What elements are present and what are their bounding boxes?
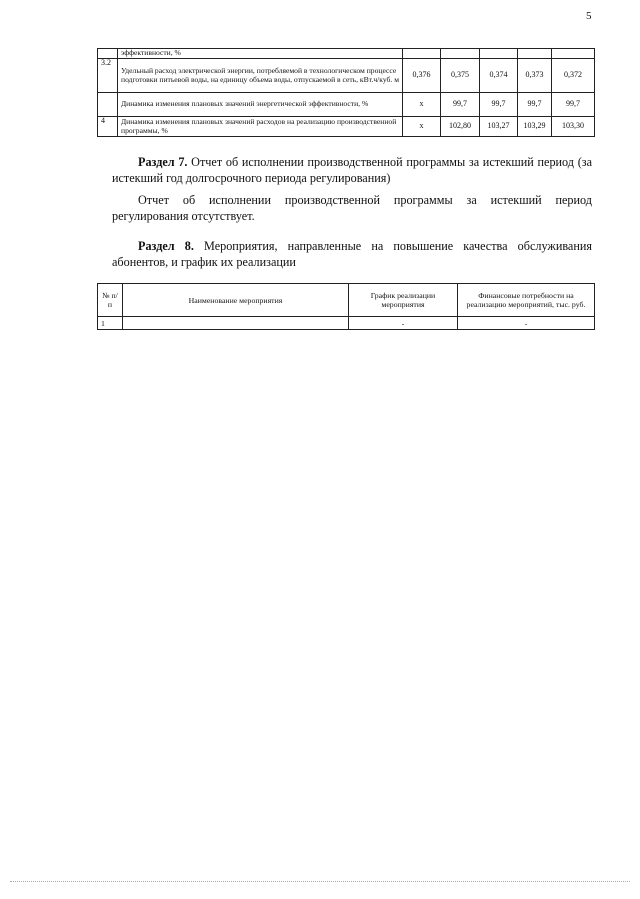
value-cell bbox=[403, 49, 441, 59]
value-cell: 0,375 bbox=[441, 59, 480, 93]
value-cell: 99,7 bbox=[480, 93, 518, 117]
value-cell: 102,80 bbox=[441, 117, 480, 137]
page-number: 5 bbox=[586, 10, 592, 22]
schedule-cell: - bbox=[349, 317, 458, 330]
table-row bbox=[98, 317, 595, 330]
row-number bbox=[98, 49, 118, 59]
section8-label: Раздел 8. bbox=[138, 239, 194, 253]
section7-heading bbox=[112, 154, 592, 186]
row-number: 4 bbox=[98, 117, 118, 137]
row-number: 3.2 bbox=[98, 59, 118, 93]
value-cell bbox=[518, 49, 552, 59]
row-number: 1 bbox=[98, 317, 123, 330]
column-header-number: № п/п bbox=[98, 284, 123, 317]
section7-label: Раздел 7. bbox=[138, 155, 188, 169]
value-cell: 99,7 bbox=[552, 93, 595, 117]
value-cell: 103,30 bbox=[552, 117, 595, 137]
row-number bbox=[98, 93, 118, 117]
column-header-finance: Финансовые потребности на реализацию мероприятий, тыс. руб. bbox=[458, 284, 595, 317]
column-header-name: Наименование мероприятия bbox=[123, 284, 349, 317]
scan-edge-line bbox=[10, 881, 630, 882]
value-cell: 99,7 bbox=[441, 93, 480, 117]
measures-table bbox=[97, 283, 595, 330]
column-header-schedule: График реализации мероприятия bbox=[349, 284, 458, 317]
table-row bbox=[98, 49, 595, 59]
value-cell: 99,7 bbox=[518, 93, 552, 117]
section8-title: Мероприятия, направленные на повышение качества обслуживания абонентов, и график их реализации bbox=[112, 239, 592, 269]
section8-heading bbox=[112, 238, 592, 270]
value-cell: 103,29 bbox=[518, 117, 552, 137]
table-row bbox=[98, 59, 595, 93]
table-row bbox=[98, 117, 595, 137]
indicators-table bbox=[97, 48, 595, 137]
section7-text: Отчет об исполнении производственной программы за истекший период регулирования отсутствует. bbox=[112, 193, 592, 223]
finance-cell: - bbox=[458, 317, 595, 330]
value-cell: 0,376 bbox=[403, 59, 441, 93]
indicator-name: Динамика изменения плановых значений энергетической эффективности, % bbox=[118, 93, 403, 117]
value-cell: 0,372 bbox=[552, 59, 595, 93]
section7-body bbox=[112, 192, 592, 224]
measure-name bbox=[123, 317, 349, 330]
value-cell: х bbox=[403, 93, 441, 117]
indicator-name: Динамика изменения плановых значений расходов на реализацию производственной программы, % bbox=[118, 117, 403, 137]
value-cell bbox=[441, 49, 480, 59]
value-cell: 0,374 bbox=[480, 59, 518, 93]
table-header-row bbox=[98, 284, 595, 317]
value-cell bbox=[480, 49, 518, 59]
indicator-name: эффективности, % bbox=[118, 49, 403, 59]
value-cell: 0,373 bbox=[518, 59, 552, 93]
value-cell: 103,27 bbox=[480, 117, 518, 137]
value-cell: х bbox=[403, 117, 441, 137]
value-cell bbox=[552, 49, 595, 59]
indicator-name: Удельный расход электрической энергии, потребляемой в технологическом процессе подготовки питьевой воды, на единицу объема воды, отпускаемой в сеть, кВт.ч/куб. м bbox=[118, 59, 403, 93]
table-row bbox=[98, 93, 595, 117]
section7-title: Отчет об исполнении производственной программы за истекший период (за истекший год долгосрочного периода регулирования) bbox=[112, 155, 592, 185]
